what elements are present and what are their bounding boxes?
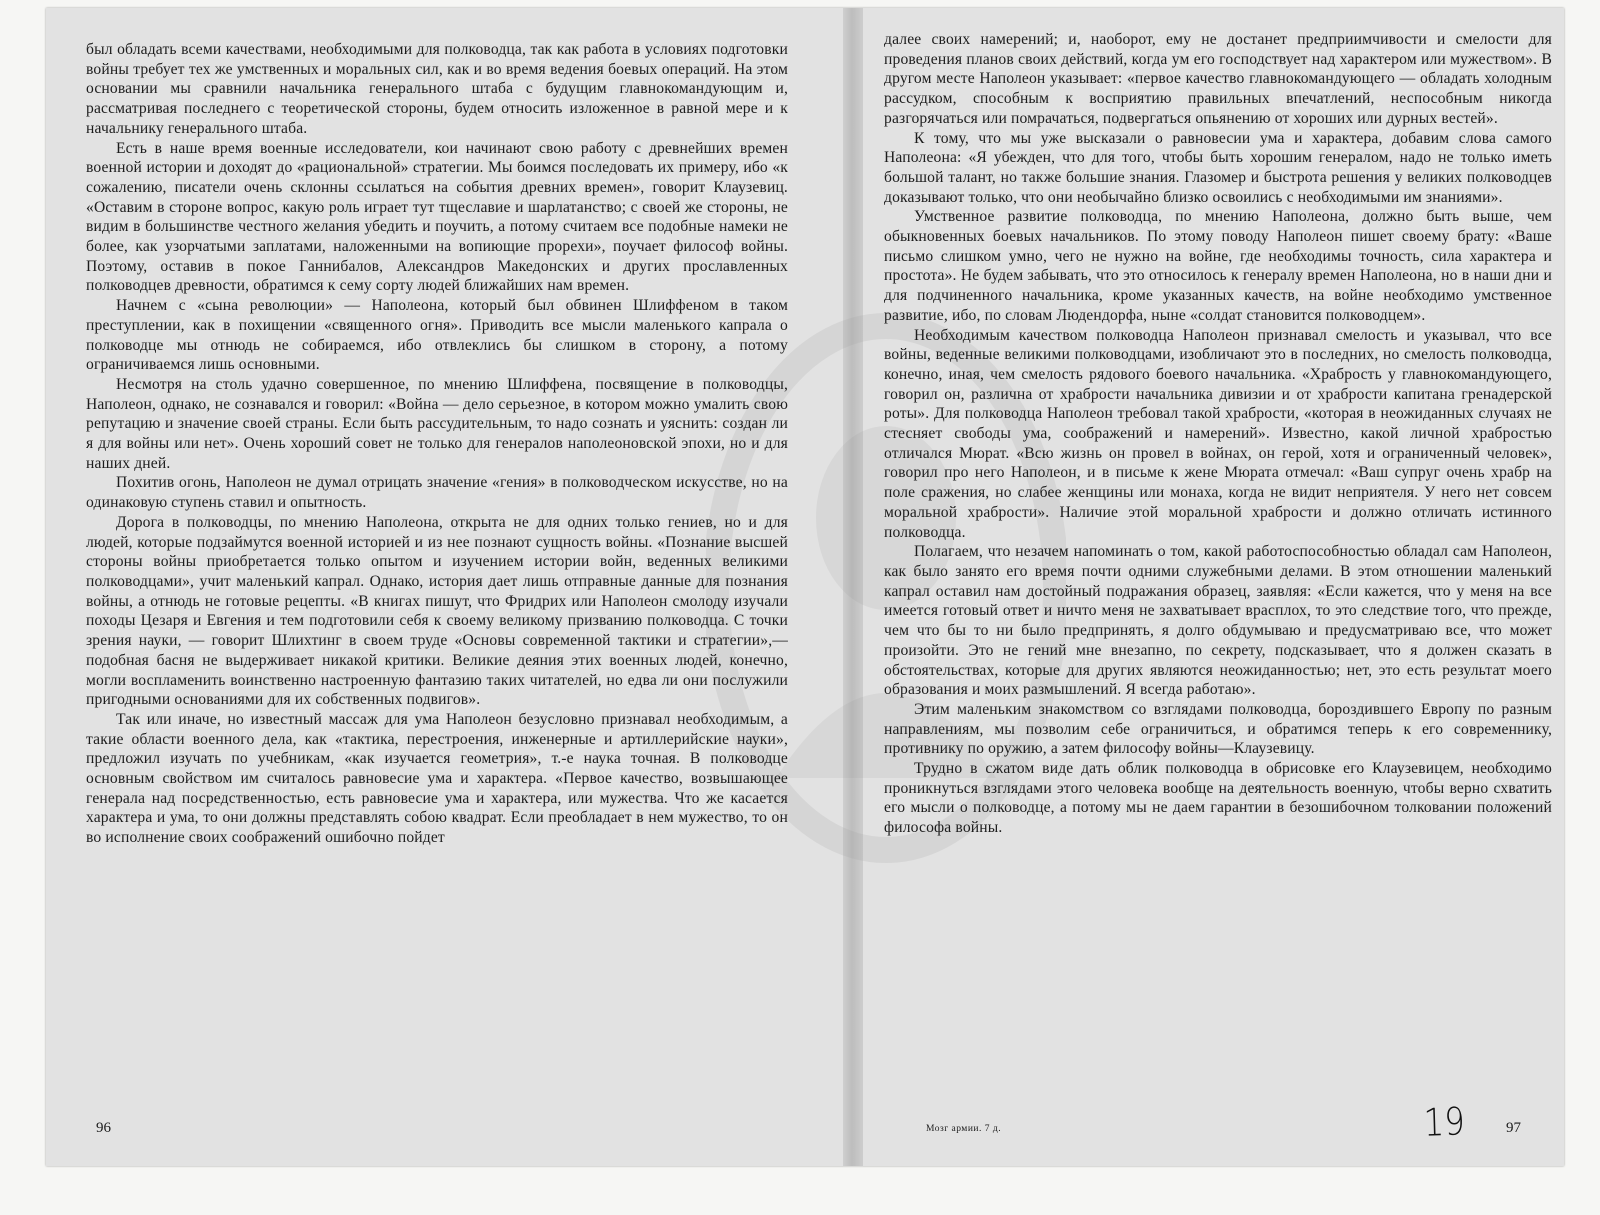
right-paragraph-5: Полагаем, что незачем напоминать о том, какой работоспособностью обладал сам Наполеон, как было занято его время почти одними служебными делами. В этом отношении маленький капрал оставил нам достойный подражания образец, заявляя: «Если кажется, что у меня на все имеется готовый ответ и ничто меня не захватывает врасплох, то это следствие того, что прежде, чем что бы то ни было предпринять, я долго обдумываю и предусматриваю все, что может произойти. Это не гений мне внезапно, по секрету, подсказывает, что я должен сказать в обстоятельствах, которые для других являются неожиданностью; нет, это есть результат моего образования и моих размышлений. Я всегда работаю». xyxy=(884,543,1552,699)
page-number-left: 96 xyxy=(96,1120,111,1136)
right-paragraph-6: Этим маленьким знакомством со взглядами полководца, бороздившего Европу по разным направлениям, мы позволим себе ограничиться, и обратимся теперь к его современнику, противнику по оружию, а затем философу войны—Клаузевицу. xyxy=(884,700,1552,758)
left-paragraph-4: Несмотря на столь удачно совершенное, по мнению Шлиффена, посвящение в полководцы, Наполеон, однако, не сознавался и говорил: «Война — дело серьезное, в котором можно умалить свою репутацию и значение своей страны. Если быть рассудительным, то надо сознать и уяснить: создан ли я для войны или нет». Очень хороший совет не только для генералов наполеоновской эпохи, но и для наших дней. xyxy=(86,375,788,472)
right-paragraph-4: Необходимым качеством полководца Наполеон признавал смелость и указывал, что все войны, веденные великими полководцами, изобличают это в последних, но смелость полководца, конечно, иная, чем смелость рядового боевого начальника. «Храбрость у главнокомандующего, говорил он, различна от храбрости начальника дивизии и от храбрости капитана гренадерской роты». Для полководца Наполеон требовал такой храбрости, «которая в неожиданных случаях не стесняет свободы ума, соображений и намерений». Известно, какой личной храбростью отличался Мюрат. «Всю жизнь он провел в войнах, он герой, хотя и ограниченный человек», говорил про него Наполеон, и в письме к жене Мюрата отмечал: «Ваш супруг очень храбр на поле сражения, но слабее женщины или монаха, когда не видит неприятеля. У него нет совсем моральной храбрости». Наличие этой моральной храбрости и должно отличать истинного полководца. xyxy=(884,326,1552,541)
left-paragraph-7: Так или иначе, но известный массаж для ума Наполеон безусловно признавал необходимым, а такие области военного дела, как «тактика, перестроения, инженерные и артиллерийские науки», предложил изучать по учебникам, «как изучается геометрия», т.-е наука точная. В полководце основным свойством им считалось равновесие ума и характера. «Первое качество, возвышающее генерала над посредственностью, есть равновесие ума и характера, или мужества. Что же касается характера и ума, то они должны представлять собою квадрат. Если преобладает в нем мужество, то он во исполнение своих соображений ошибочно пойдет xyxy=(86,710,788,847)
right-paragraph-3: Умственное развитие полководца, по мнению Наполеона, должно быть выше, чем обыкновенных боевых начальников. По этому поводу Наполеон пишет своему брату: «Ваше письмо слишком умно, чего не нужно на войне, где необходимы точность, сила характера и простота». Не будем забывать, что это относилось к генералу времен Наполеона, но в наши дни и для подчиненного начальника, кроме указанных качеств, на войне необходимо умственное развитие, ибо, по словам Людендорфа, ныне «солдат становится полководцем». xyxy=(884,208,1552,324)
right-page xyxy=(884,30,1552,838)
left-paragraph-6: Дорога в полководцы, по мнению Наполеона, открыта не для одних только гениев, но и для людей, которые подзаймутся военной историей и из нее познают сущность войны. «Познание высшей стороны войны приобретается только опытом и изучением истории войн, веденных великими полководцами», учит маленький капрал. Однако, история дает лишь отправные данные для познания войны, а отнюдь не готовые рецепты. «В книгах пишут, что Фридрих или Наполеон смолоду изучали походы Цезаря и Евгения и тем подготовили себя к своему великому призванию полководца. С точки зрения науки, — говорит Шлихтинг в своем труде «Основы современной тактики и стратегии»,—подобная басня не выдерживает никакой критики. Великие деяния этих военных людей, конечно, могли воспламенить воинственно настроенную фантазию таких читателей, но едва ли они послужили пригодными основаниями для их собственных подвигов». xyxy=(86,513,788,709)
left-page xyxy=(86,40,788,848)
left-paragraph-5: Похитив огонь, Наполеон не думал отрицать значение «гения» в полководческом искусстве, но на одинаковую ступень ставил и опытность. xyxy=(86,474,788,512)
book-spread-photo xyxy=(46,8,1564,1166)
right-paragraph-2: К тому, что мы уже высказали о равновесии ума и характера, добавим слова самого Наполеона: «Я убежден, что для того, чтобы быть хорошим генералом, надо не только иметь большой талант, но также большие знания. Глазомер и быстрота решения у великих полководцев доказывают только, что они необычайно близко освоились с необходимыми им знаниями». xyxy=(884,129,1552,206)
right-paragraph-7: Трудно в сжатом виде дать облик полководца в обрисовке его Клаузевицем, необходимо проникнуться взглядами этого человека вообще на деятельность военную, чтобы верно схватить его мысли о полководце, а потому мы не даем гарантии в безошибочном толковании положений философа войны. xyxy=(884,760,1552,837)
page-number-right: 97 xyxy=(1506,1120,1521,1136)
left-paragraph-1: был обладать всеми качествами, необходимыми для полководца, так как работа в условиях подготовки войны требует тех же умственных и моральных сил, как и во время ведения боевых операций. На этом основании мы сравнили начальника генерального штаба с будущим главнокомандующим и, рассматривая последнего с теоретической стороны, будем относить изложенное в равной мере и к начальнику генерального штаба. xyxy=(86,41,788,137)
book-gutter xyxy=(843,8,863,1166)
right-paragraph-1: далее своих намерений; и, наоборот, ему не достанет предприимчивости и смелости для проведения планов своих действий, когда ум его господствует над характером или мужеством». В другом месте Наполеон указывает: «первое качество главнокомандующего — обладать холодным рассудком, способным к восприятию правильных впечатлений, неспособным никогда разгорячаться или помрачаться, подвергаться опьянению от хороших или дурных вестей». xyxy=(884,31,1552,127)
handwritten-note: 19 xyxy=(1422,1099,1466,1145)
left-paragraph-2: Есть в наше время военные исследователи, кои начинают свою работу с древнейших времен военной истории и доходят до «рациональной» стратегии. Мы боимся последовать их примеру, ибо «к сожалению, писатели очень склонны ссылаться на события древних времен», говорит Клаузевиц. «Оставим в стороне вопрос, какую роль играет тут тщеславие и шарлатанство; с своей же стороны, не видим в большинстве честного желания убедить и поучить, а потому считаем все подобные намеки не более, как узорчатыми заплатами, наложенными на вопиющие прорехи», поучает философ войны. Поэтому, оставив в покое Ганнибалов, Александров Македонских и других прославленных полководцев древности, обратимся к сему сорту людей ближайших нам времен. xyxy=(86,139,788,295)
left-paragraph-3: Начнем с «сына революции» — Наполеона, который был обвинен Шлиффеном в таком преступлении, как в похищении «священного огня». Приводить все мысли маленького капрала о полководце мы отнюдь не собираемся, ибо отвлеклись бы слишком в сторону, а потому ограничиваемся лишь основными. xyxy=(86,297,788,374)
printer-signature: Мозг армии. 7 д. xyxy=(926,1124,1002,1134)
